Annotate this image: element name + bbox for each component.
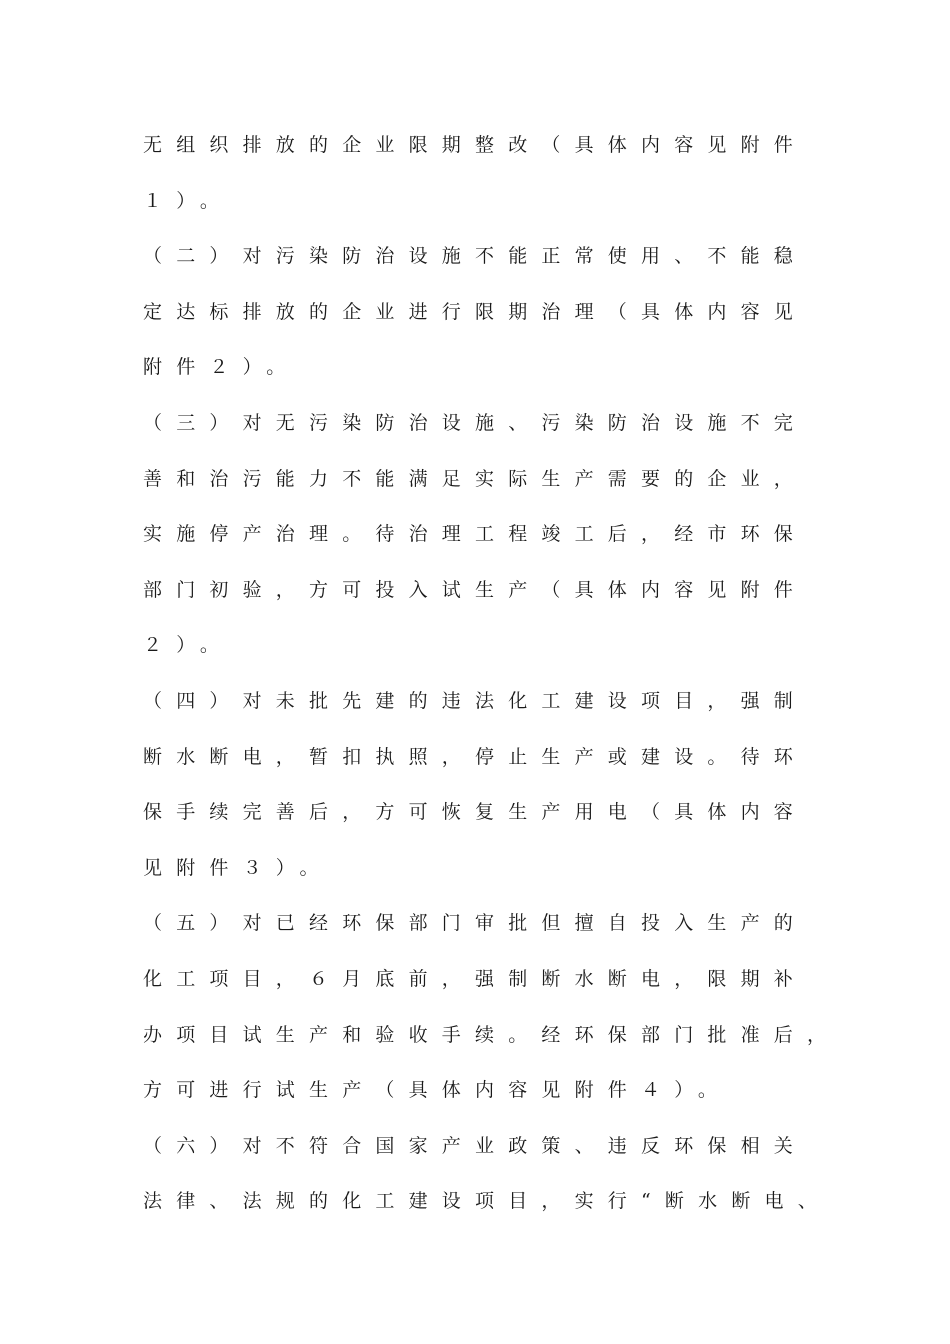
text-line: （五）对已经环保部门审批但擅自投入生产的 <box>143 912 808 935</box>
body-text <box>143 126 863 1238</box>
text-line: 无组织排放的企业限期整改（具体内容见附件 <box>143 134 808 156</box>
text-line: 部门初验，方可投入试生产（具体内容见附件 <box>143 578 808 601</box>
text-line: （二）对污染防治设施不能正常使用、不能稳 <box>143 245 808 268</box>
text-line: 附件２）。 <box>143 356 300 379</box>
text-line: 实施停产治理。待治理工程竣工后，经市环保 <box>143 523 808 546</box>
text-line: 办项目试生产和验收手续。经环保部门批准后， <box>143 1023 841 1046</box>
text-line: １）。 <box>143 189 234 212</box>
text-line: 方可进行试生产（具体内容见附件４）。 <box>143 1079 732 1102</box>
text-line: 定达标排放的企业进行限期治理（具体内容见 <box>143 300 808 323</box>
text-line: 断水断电，暂扣执照，停止生产或建设。待环 <box>143 745 808 768</box>
text-line: （三）对无污染防治设施、污染防治设施不完 <box>143 411 808 434</box>
text-line: 法律、法规的化工建设项目，实行“断水断电、 <box>143 1190 831 1213</box>
text-line: ２）。 <box>143 634 234 657</box>
text-line: 善和治污能力不能满足实际生产需要的企业， <box>143 467 808 490</box>
text-line: 化工项目，６月底前，强制断水断电，限期补 <box>143 967 808 990</box>
text-line: 见附件３）。 <box>143 856 333 879</box>
text-line: （四）对未批先建的违法化工建设项目，强制 <box>143 689 808 712</box>
text-line: （六）对不符合国家产业政策、违反环保相关 <box>143 1134 808 1157</box>
text-line: 保手续完善后，方可恢复生产用电（具体内容 <box>143 801 808 824</box>
